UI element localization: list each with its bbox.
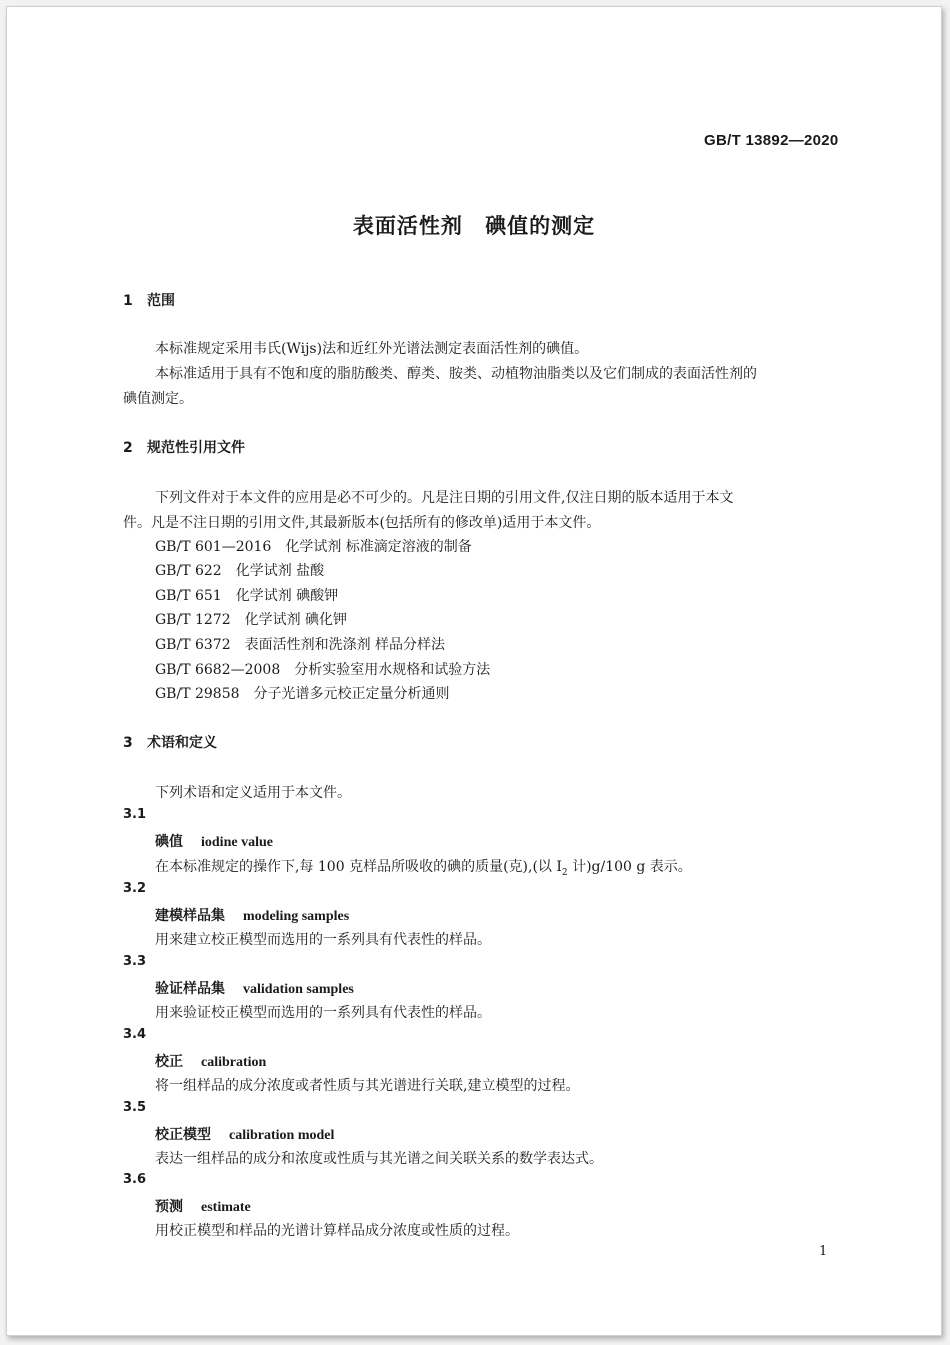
definition-text: 计)g/100 g 表示。 <box>567 859 692 875</box>
term-definition: 用校正模型和样品的光谱计算样品成分浓度或性质的过程。 <box>155 1223 519 1239</box>
reference-item <box>155 659 490 679</box>
reference-item <box>155 683 450 703</box>
reference-code: GB/T 29858 <box>155 686 240 702</box>
term-en: modeling samples <box>243 909 350 924</box>
term-heading <box>155 1196 251 1216</box>
term-heading <box>155 1051 266 1071</box>
term-definition: 将一组样品的成分浓度或者性质与其光谱进行关联,建立模型的过程。 <box>155 1078 580 1094</box>
reference-title: 分子光谱多元校正定量分析通则 <box>253 686 450 702</box>
paragraph: 本标准规定采用韦氏(Wijs)法和近红外光谱法测定表面活性剂的碘值。 <box>155 341 589 357</box>
reference-title: 化学试剂 标准滴定溶液的制备 <box>285 539 472 555</box>
reference-code: GB/T 622 <box>155 563 222 579</box>
section-title: 规范性引用文件 <box>147 440 245 456</box>
document-title: 表面活性剂 碘值的测定 <box>352 214 596 238</box>
section-2-heading <box>123 437 245 457</box>
reference-title: 化学试剂 碘化钾 <box>244 612 348 628</box>
section-title: 范围 <box>147 293 175 309</box>
term-heading <box>155 905 349 925</box>
document-page <box>6 6 942 1336</box>
paragraph-continuation: 件。凡是不注日期的引用文件,其最新版本(包括所有的修改单)适用于本文件。 <box>123 515 601 531</box>
term-en: iodine value <box>201 835 273 850</box>
term-number: 3.1 <box>123 807 147 822</box>
subscript: 2 <box>561 867 568 878</box>
term-definition: 用来验证校正模型而选用的一系列具有代表性的样品。 <box>155 1005 491 1021</box>
reference-title: 分析实验室用水规格和试验方法 <box>294 662 491 678</box>
term-cn: 建模样品集 <box>155 908 225 924</box>
reference-code: GB/T 6682—2008 <box>155 662 281 678</box>
term-number: 3.5 <box>123 1100 147 1115</box>
term-number: 3.3 <box>123 954 147 969</box>
definition-text: 在本标准规定的操作下,每 100 克样品所吸收的碘的质量(克),(以 I <box>155 859 562 875</box>
term-heading <box>155 831 273 851</box>
section-title: 术语和定义 <box>147 735 217 751</box>
reference-item <box>155 634 445 654</box>
term-heading <box>155 1124 334 1144</box>
term-en: validation samples <box>243 982 354 997</box>
term-cn: 校正模型 <box>155 1127 211 1143</box>
standard-code: GB/T 13892—2020 <box>704 132 839 149</box>
section-number: 2 <box>123 440 133 456</box>
reference-item <box>155 585 338 605</box>
page-number: 1 <box>819 1244 828 1259</box>
section-number: 3 <box>123 735 133 751</box>
paragraph: 本标准适用于具有不饱和度的脂肪酸类、醇类、胺类、动植物油脂类以及它们制成的表面活性剂的 <box>155 366 757 382</box>
term-number: 3.4 <box>123 1027 147 1042</box>
reference-item <box>155 560 324 580</box>
section-1-heading <box>123 290 175 310</box>
term-en: estimate <box>201 1200 251 1215</box>
section-3-heading <box>123 732 217 752</box>
term-definition: 用来建立校正模型而选用的一系列具有代表性的样品。 <box>155 932 491 948</box>
term-en: calibration <box>201 1055 267 1070</box>
paragraph: 下列文件对于本文件的应用是必不可少的。凡是注日期的引用文件,仅注日期的版本适用于本文 <box>155 490 734 506</box>
reference-title: 化学试剂 碘酸钾 <box>235 588 339 604</box>
term-cn: 验证样品集 <box>155 981 225 997</box>
reference-code: GB/T 1272 <box>155 612 231 628</box>
term-cn: 预测 <box>155 1199 183 1215</box>
reference-title: 表面活性剂和洗涤剂 样品分样法 <box>244 637 446 653</box>
term-definition <box>155 856 692 878</box>
term-en: calibration model <box>229 1128 335 1143</box>
term-heading <box>155 978 354 998</box>
reference-item <box>155 536 472 556</box>
reference-code: GB/T 6372 <box>155 637 231 653</box>
section-number: 1 <box>123 293 133 309</box>
term-cn: 碘值 <box>155 834 183 850</box>
reference-code: GB/T 651 <box>155 588 222 604</box>
term-definition: 表达一组样品的成分和浓度或性质与其光谱之间关联关系的数学表达式。 <box>155 1151 603 1167</box>
reference-item <box>155 609 347 629</box>
reference-title: 化学试剂 盐酸 <box>235 563 325 579</box>
paragraph-continuation: 碘值测定。 <box>123 391 193 407</box>
paragraph: 下列术语和定义适用于本文件。 <box>155 785 351 801</box>
term-number: 3.6 <box>123 1172 147 1187</box>
term-number: 3.2 <box>123 881 147 896</box>
term-cn: 校正 <box>155 1054 183 1070</box>
reference-code: GB/T 601—2016 <box>155 539 272 555</box>
